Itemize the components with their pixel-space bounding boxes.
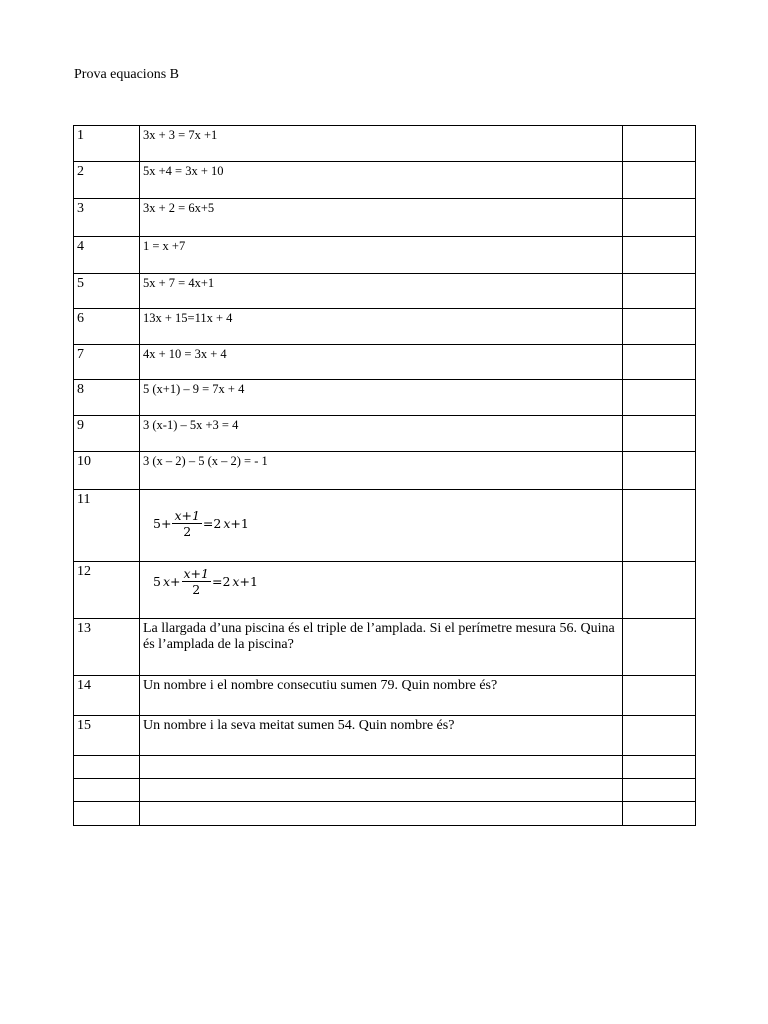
fraction-equation [153,566,619,597]
row-number: 4 [74,237,140,274]
row-number: 5 [74,274,140,309]
row-number: 14 [74,676,140,716]
table-row [74,490,696,562]
answer-cell[interactable] [623,452,696,490]
problem-cell: Un nombre i el nombre consecutiu sumen 79. Quin nombre és? [140,676,623,716]
answer-cell[interactable] [623,490,696,562]
equation-cell: 5x +4 = 3x + 10 [140,162,623,199]
equation-plus: + [170,574,181,589]
fraction [172,508,201,539]
answer-cell[interactable] [623,126,696,162]
fraction-denominator: 2 [192,582,201,597]
table-row [74,416,696,452]
table-row [74,345,696,380]
empty-cell[interactable] [74,802,140,826]
table-row [74,309,696,345]
fraction-numerator: x+1 [183,566,209,581]
table-row [74,126,696,162]
row-number: 2 [74,162,140,199]
table-row [74,237,696,274]
answer-cell[interactable] [623,562,696,619]
equation-cell: 3x + 3 = 7x +1 [140,126,623,162]
empty-cell[interactable] [74,756,140,779]
equation-cell: 5x + 7 = 4x+1 [140,274,623,309]
equation-cell: 3 (x-1) – 5x +3 = 4 [140,416,623,452]
answer-cell[interactable] [623,716,696,756]
empty-cell[interactable] [74,779,140,802]
equation-cell: 3 (x – 2) – 5 (x – 2) = - 1 [140,452,623,490]
problem-cell: Un nombre i la seva meitat sumen 54. Quin nombre és? [140,716,623,756]
equation-cell [140,562,623,619]
equation-cell: 13x + 15=11x + 4 [140,309,623,345]
fraction-denominator: 2 [183,524,192,539]
equation-left: 5 [153,574,161,589]
answer-cell[interactable] [623,802,696,826]
equation-right-end: +1 [230,516,249,531]
empty-cell[interactable] [140,779,623,802]
answer-cell[interactable] [623,274,696,309]
row-number: 8 [74,380,140,416]
row-number: 11 [74,490,140,562]
empty-cell[interactable] [140,802,623,826]
row-number: 13 [74,619,140,676]
row-number: 10 [74,452,140,490]
page-title: Prova equacions B [74,67,179,82]
empty-cell[interactable] [140,756,623,779]
equation-cell: 1 = x +7 [140,237,623,274]
answer-cell[interactable] [623,416,696,452]
equation-cell [140,490,623,562]
equation-variable: x [162,574,171,589]
table-row [74,562,696,619]
answer-cell[interactable] [623,676,696,716]
table-row [74,162,696,199]
equation-left: 5+ [153,516,172,531]
equations-table [73,125,696,826]
table-row [74,756,696,779]
answer-cell[interactable] [623,309,696,345]
answer-cell[interactable] [623,756,696,779]
table-row [74,676,696,716]
row-number: 6 [74,309,140,345]
problem-cell: La llargada d’una piscina és el triple de l’amplada. Si el perímetre mesura 56. Quina és l’amplada de la piscina? [140,619,623,676]
row-number: 3 [74,199,140,237]
row-number: 7 [74,345,140,380]
table-row [74,619,696,676]
answer-cell[interactable] [623,380,696,416]
equation-cell: 3x + 2 = 6x+5 [140,199,623,237]
fraction-equation [153,508,619,539]
table-row [74,452,696,490]
equation-right: =2 [211,574,231,589]
row-number: 15 [74,716,140,756]
table-row [74,274,696,309]
row-number: 1 [74,126,140,162]
answer-cell[interactable] [623,345,696,380]
table-row [74,802,696,826]
equation-variable: x [232,574,240,589]
table-row [74,380,696,416]
fraction-numerator: x+1 [174,508,200,523]
answer-cell[interactable] [623,237,696,274]
table-row [74,716,696,756]
answer-cell[interactable] [623,619,696,676]
row-number: 9 [74,416,140,452]
equation-variable: x [223,516,231,531]
answer-cell[interactable] [623,162,696,199]
table-row [74,199,696,237]
equation-right-end: +1 [239,574,258,589]
answer-cell[interactable] [623,779,696,802]
table-row [74,779,696,802]
fraction [182,566,211,597]
row-number: 12 [74,562,140,619]
equation-cell: 5 (x+1) – 9 = 7x + 4 [140,380,623,416]
equation-right: =2 [202,516,222,531]
equation-cell: 4x + 10 = 3x + 4 [140,345,623,380]
answer-cell[interactable] [623,199,696,237]
